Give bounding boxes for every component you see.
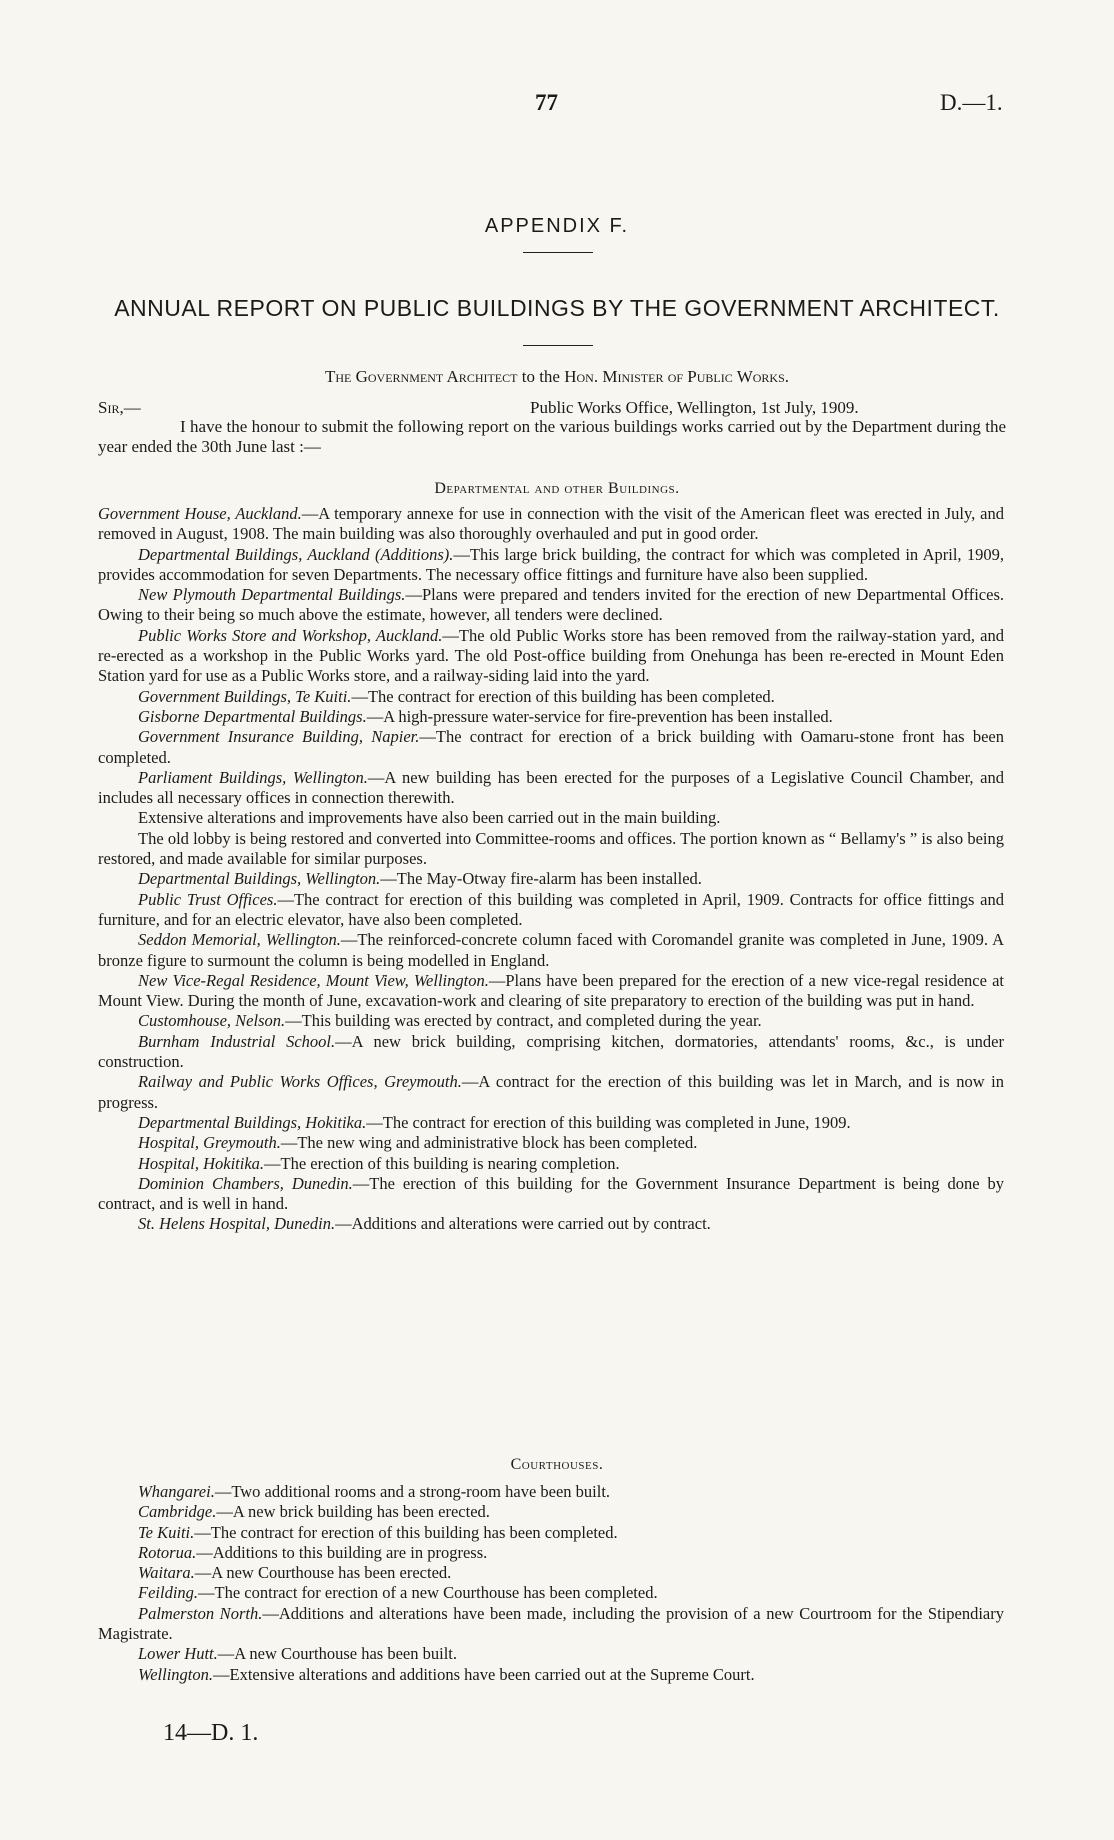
paragraph-text: —A new Courthouse has been built.	[217, 1644, 457, 1664]
report-paragraph	[98, 869, 1004, 889]
report-paragraph	[98, 1644, 1004, 1664]
paragraph-title: Cambridge.	[138, 1502, 217, 1522]
paragraph-text: —The new wing and administrative block has been completed.	[280, 1133, 698, 1153]
report-paragraph	[98, 808, 1004, 828]
report-paragraph	[98, 1113, 1004, 1133]
paragraph-title: Parliament Buildings, Wellington.	[138, 767, 368, 787]
paragraph-title: Te Kuiti.	[138, 1522, 195, 1542]
to-word: to the	[521, 367, 560, 386]
section-heading-courthouses: Courthouses.	[510, 1456, 604, 1473]
report-paragraph	[98, 1665, 1004, 1685]
paragraph-title: Waitara.	[138, 1563, 195, 1583]
report-paragraph	[98, 1482, 1004, 1502]
paragraph-text: —The erection of this building is nearing completion.	[264, 1153, 620, 1173]
report-paragraph	[98, 1011, 1004, 1031]
paragraph-text: —The contract for erection of this building has been completed.	[351, 686, 775, 706]
paragraph-title: Dominion Chambers, Dunedin.	[138, 1173, 353, 1193]
paragraph-title: Departmental Buildings, Hokitika.	[138, 1112, 367, 1132]
divider-rule	[523, 252, 593, 253]
intro-paragraph: I have the honour to submit the following report on the various buildings works carried out by the Department during the year ended the 30th June last :—	[98, 417, 1006, 456]
courthouses-section	[98, 1482, 1004, 1685]
office-date-line: Public Works Office, Wellington, 1st July, 1909.	[530, 398, 859, 417]
report-paragraph	[98, 768, 1004, 809]
report-paragraph	[98, 1032, 1004, 1073]
signature-footer: 14—D. 1.	[163, 1720, 259, 1746]
paragraph-text: —A new Courthouse has been erected.	[194, 1563, 452, 1583]
document-reference: D.—1.	[940, 90, 1003, 115]
recipient: Hon. Minister of Public Works.	[564, 367, 789, 386]
paragraph-title: New Vice-Regal Residence, Mount View, Wellington.	[138, 970, 489, 990]
paragraph-text: —Plans were prepared and tenders invited for the erection of new Departmental Offices. Owing to their being so much above the estimate, however, all tenders were declined.	[98, 585, 1004, 625]
paragraph-title: Rotorua.	[138, 1542, 197, 1562]
report-paragraph	[98, 545, 1004, 586]
divider-rule	[523, 345, 593, 346]
paragraph-text: —The contract for erection of a new Courthouse has been completed.	[198, 1583, 658, 1603]
report-paragraph	[98, 626, 1004, 687]
paragraph-text: —A new brick building has been erected.	[216, 1502, 490, 1522]
paragraph-text: —Additions and alterations were carried out by contract.	[335, 1214, 711, 1234]
paragraph-text: —A new building has been erected for the purposes of a Legislative Council Chamber, and includes all necessary offices in connection therewith.	[98, 767, 1004, 808]
paragraph-text: —The contract for erection of this building was completed in June, 1909.	[366, 1112, 851, 1132]
paragraph-title: New Plymouth Departmental Buildings.	[138, 585, 406, 605]
paragraph-text: Extensive alterations and improvements have also been carried out in the main building.	[138, 808, 721, 828]
paragraph-text: —The reinforced-concrete column faced with Coromandel granite was completed in June, 1909. A bronze figure to surmount the column is being modelled in England.	[98, 930, 1004, 970]
paragraph-text: —Plans have been prepared for the erection of a new vice-regal residence at Mount View. During the month of June, excavation-work and clearing of site preparatory to erection of the building was put in hand.	[98, 970, 1004, 1011]
report-paragraph	[98, 930, 1004, 971]
report-paragraph	[98, 1214, 1004, 1234]
paragraph-title: Departmental Buildings, Wellington.	[138, 869, 381, 889]
report-paragraph	[98, 1133, 1004, 1153]
paragraph-text: —Additions and alterations have been made, including the provision of a new Courtroom for the Stipendiary Magistrate.	[98, 1603, 1004, 1644]
report-paragraph	[98, 707, 1004, 727]
paragraph-text: —A temporary annexe for use in connection with the visit of the American fleet was erected in July, and removed in August, 1908. The main building was also thoroughly overhauled and put in good order.	[98, 504, 1004, 544]
departmental-section	[98, 504, 1004, 1235]
paragraph-text: —The contract for erection of a brick building with Oamaru-stone front has been completed.	[98, 727, 1004, 767]
report-paragraph	[98, 1174, 1004, 1215]
paragraph-title: Government Buildings, Te Kuiti.	[138, 686, 352, 706]
paragraph-text: —Extensive alterations and additions have been carried out at the Supreme Court.	[213, 1664, 755, 1684]
paragraph-title: St. Helens Hospital, Dunedin.	[138, 1214, 336, 1234]
report-paragraph	[98, 1523, 1004, 1543]
paragraph-text: —A contract for the erection of this building was let in March, and is now in progress.	[98, 1072, 1004, 1112]
paragraph-title: Whangarei.	[138, 1482, 215, 1501]
appendix-title: APPENDIX F.	[484, 215, 630, 237]
paragraph-text: —This building was erected by contract, and completed during the year.	[285, 1011, 762, 1031]
paragraph-title: Hospital, Hokitika.	[138, 1153, 265, 1173]
paragraph-title: Palmerston North.	[138, 1603, 263, 1623]
addressee-line	[0, 367, 1114, 387]
report-paragraph	[98, 1502, 1004, 1522]
page-number: 77	[535, 90, 558, 115]
paragraph-title: Burnham Industrial School.	[138, 1031, 336, 1051]
paragraph-title: Railway and Public Works Offices, Greymouth.	[138, 1072, 462, 1092]
report-paragraph	[98, 890, 1004, 931]
paragraph-title: Hospital, Greymouth.	[138, 1133, 281, 1153]
report-paragraph	[98, 504, 1004, 545]
paragraph-title: Feilding.	[138, 1583, 199, 1603]
report-paragraph	[98, 727, 1004, 768]
report-paragraph	[98, 1154, 1004, 1174]
paragraph-title: Government House, Auckland.	[98, 504, 302, 523]
paragraph-text: —A new brick building, comprising kitchen, dormatories, attendants' rooms, &c., is under construction.	[98, 1031, 1004, 1072]
paragraph-title: Government Insurance Building, Napier.	[138, 727, 420, 747]
report-paragraph	[98, 1583, 1004, 1603]
paragraph-title: Lower Hutt.	[138, 1644, 218, 1664]
report-paragraph	[98, 971, 1004, 1012]
sender: The Government Architect	[324, 367, 518, 386]
report-paragraph	[98, 585, 1004, 626]
paragraph-title: Wellington.	[138, 1664, 214, 1684]
paragraph-text: —The contract for erection of this building was completed in April, 1909. Contracts for office fittings and furniture, and for an electric elevator, have also been completed.	[98, 889, 1005, 929]
paragraph-title: Public Trust Offices.	[138, 889, 278, 909]
paragraph-text: —The contract for erection of this building has been completed.	[194, 1522, 618, 1542]
paragraph-title: Seddon Memorial, Wellington.	[138, 930, 341, 950]
paragraph-text: —The May-Otway fire-alarm has been installed.	[380, 869, 702, 889]
paragraph-text: The old lobby is being restored and converted into Committee-rooms and offices. The portion known as “ Bellamy's ” is also being restored, and made available for similar purposes.	[98, 828, 1004, 869]
paragraph-title: Customhouse, Nelson.	[138, 1011, 286, 1031]
report-paragraph	[98, 1563, 1004, 1583]
paragraph-text: —The erection of this building for the Government Insurance Department is being done by contract, and is well in hand.	[98, 1173, 1004, 1214]
report-paragraph	[98, 687, 1004, 707]
paragraph-text: —Additions to this building are in progress.	[196, 1542, 488, 1562]
paragraph-title: Public Works Store and Workshop, Auckland.	[138, 625, 443, 645]
paragraph-title: Gisborne Departmental Buildings.	[138, 706, 367, 726]
report-paragraph	[98, 1072, 1004, 1113]
paragraph-text: —A high-pressure water-service for fire-prevention has been installed.	[366, 706, 833, 726]
report-paragraph	[98, 829, 1004, 870]
report-title: ANNUAL REPORT ON PUBLIC BUILDINGS BY THE GOVERNMENT ARCHITECT.	[114, 295, 1000, 321]
report-paragraph	[98, 1543, 1004, 1563]
paragraph-text: —This large brick building, the contract for which was completed in April, 1909, provides accommodation for seven Departments. The necessary office fittings and furniture have also been supplied.	[98, 544, 1004, 584]
salutation-sir: Sir,—	[98, 398, 141, 417]
section-heading-departmental: Departmental and other Buildings.	[434, 480, 680, 497]
paragraph-title: Departmental Buildings, Auckland (Additions).	[138, 544, 454, 564]
paragraph-text: —The old Public Works store has been removed from the railway-station yard, and re-erected as a workshop in the Public Works yard. The old Post-office building from Onehunga has been re-erected in Mount Eden Station yard for use as a Public Works store, and a railway-siding laid into the yard.	[98, 625, 1005, 686]
report-paragraph	[98, 1604, 1004, 1645]
paragraph-text: —Two additional rooms and a strong-room have been built.	[214, 1482, 611, 1501]
